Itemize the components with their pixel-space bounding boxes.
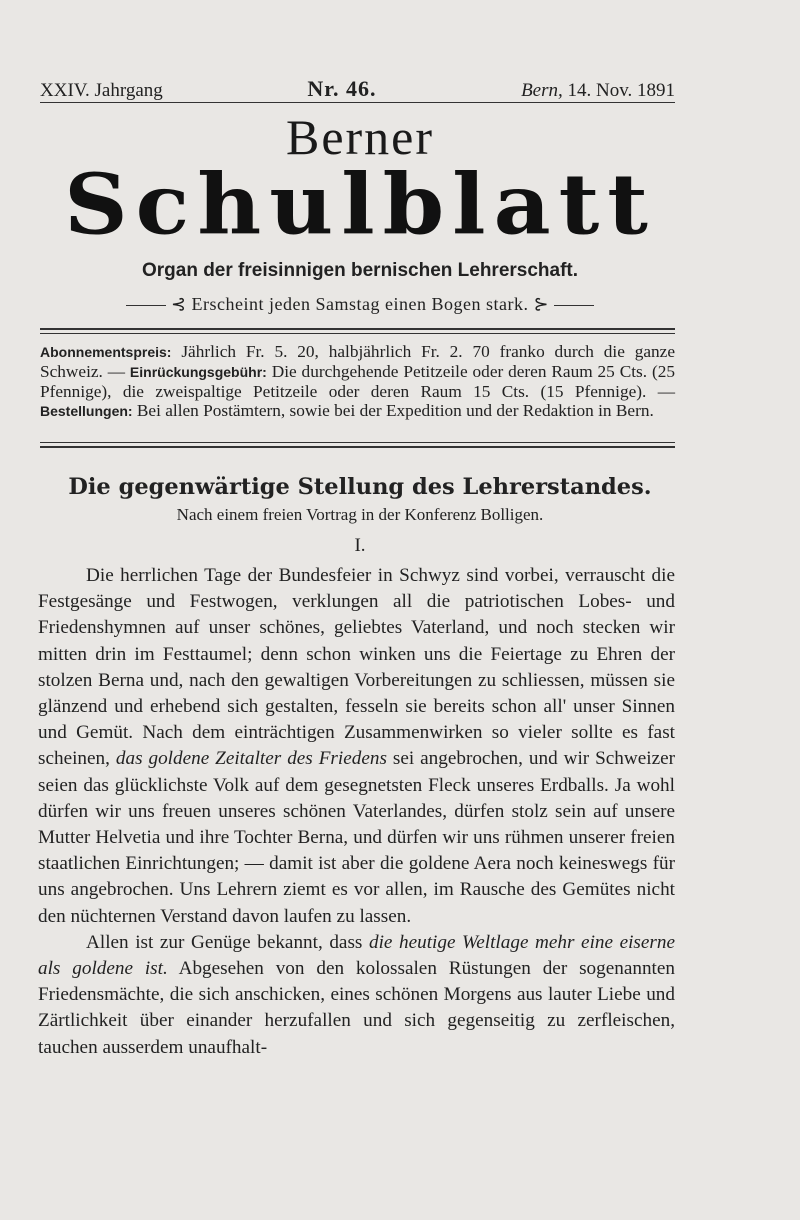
subscription-info (40, 342, 675, 421)
subscription-text: Jährlich Fr. 5. 20, halbjährlich Fr. 2. 70 franko durch die ganze Schweiz. — (40, 342, 675, 381)
order-text: Bei allen Postämtern, sowie bei der Expedition und der Redaktion in Bern. (136, 401, 654, 420)
paragraph-1-text-b: sei angebrochen, und wir Schweizer seien das glücklichste Volk auf dem gesegnetsten Fleck unseres Erdballs. Ja wohl dürfen wir uns freuen unseres schönen Vaterlandes, dürfen stolz sein auf unsere Mutter Helvetia und ihre Tochter Berna, und dürfen wir uns rühmen unserer freien staatlichen Einrichtungen; — damit ist aber die goldene Aera noch keineswegs für uns angebrochen. Uns Lehrern ziemt es vor allen, im Rausche des Gemütes nicht den nüchternen Verstand davon laufen zu lassen. (38, 748, 676, 927)
paragraph-2 (38, 930, 675, 1061)
ornament-dash-right (554, 305, 594, 306)
ornament-dash-left (126, 305, 166, 306)
paragraph-2-text-b: Abgesehen von den kolossalen Rüstungen der sogenannten Friedensmächte, die sich anschicken, eines schönen Morgens aus lauter Liebe und Zärtlichkeit über einander herzufallen und sich gegenseitig zu zerfleischen, tauchen ausserdem unaufhalt- (38, 958, 675, 1058)
volume-label: XXIV. Jahrgang (40, 80, 163, 101)
double-rule-top-b (40, 333, 675, 334)
issue-city: Bern, (521, 80, 563, 101)
masthead-title-small: Berner (285, 109, 435, 165)
article-note: Nach einem freien Vortrag in der Konferenz Bolligen. (176, 505, 544, 524)
paragraph-1-text-a: Die herrlichen Tage der Bundesfeier in Schwyz sind vorbei, verrauscht die Festgesänge und Festwogen, verklungen all die patriotischen Lobes- und Friedenshymnen auf unser schönes, geliebtes Vaterland, und noch stecken wir mitten drin im Festtaumel; denn schon winken uns die Feiertage zu Ehren der stolzen Berna und, nach den gewaltigen Vorbereitungen zu schliessen, müssen sie glänzend und erhebend sich gestalten, fesseln sie bereits schon all' unser Sinnen und Gemüt. Nach dem einträchtigen Zusammenwirken so vieler sollte es fast scheinen, (38, 565, 675, 770)
insertion-label: Einrückungsgebühr: (129, 364, 267, 380)
double-rule-bottom-b (40, 446, 675, 448)
paragraph-2-emphasis: die heutige Weltlage mehr eine eiserne als goldene ist. (38, 931, 675, 980)
paragraph-2-text-a: Allen ist zur Genüge bekannt, dass (86, 931, 363, 953)
insertion-text: Die durchgehende Petitzeile oder deren Raum 25 Cts. (25 Pfennige), die zweispaltige Petitzeile oder deren Raum 15 Cts. (15 Pfennige). — (40, 362, 675, 401)
section-number: I. (354, 535, 366, 556)
header-rule (40, 102, 675, 103)
article-body (38, 563, 675, 1061)
ornament-left-icon: ⊰ (170, 294, 187, 314)
issue-header (40, 76, 675, 102)
subscription-label: Abonnementspreis: (40, 344, 172, 360)
article-heading: Die gegenwärtige Stellung des Lehrerstandes. (68, 474, 652, 500)
issue-date (521, 80, 675, 102)
ornament-right-icon: ⊱ (533, 294, 550, 314)
masthead-subtitle: Organ der freisinnigen bernischen Lehrerschaft. (141, 260, 579, 281)
masthead-title-big: Schulblatt (64, 154, 656, 254)
order-label: Bestellungen: (40, 403, 133, 419)
paragraph-1 (38, 563, 675, 930)
double-rule-bottom-a (40, 442, 675, 443)
issue-number: Nr. 46. (307, 76, 377, 101)
issue-date-value: 14. Nov. 1891 (567, 80, 675, 101)
frequency-text: Erscheint jeden Samstag einen Bogen stark. (191, 294, 529, 314)
publication-frequency (50, 294, 670, 315)
double-rule-top-a (40, 328, 675, 330)
paragraph-1-emphasis: das goldene Zeitalter des Friedens (115, 748, 387, 770)
